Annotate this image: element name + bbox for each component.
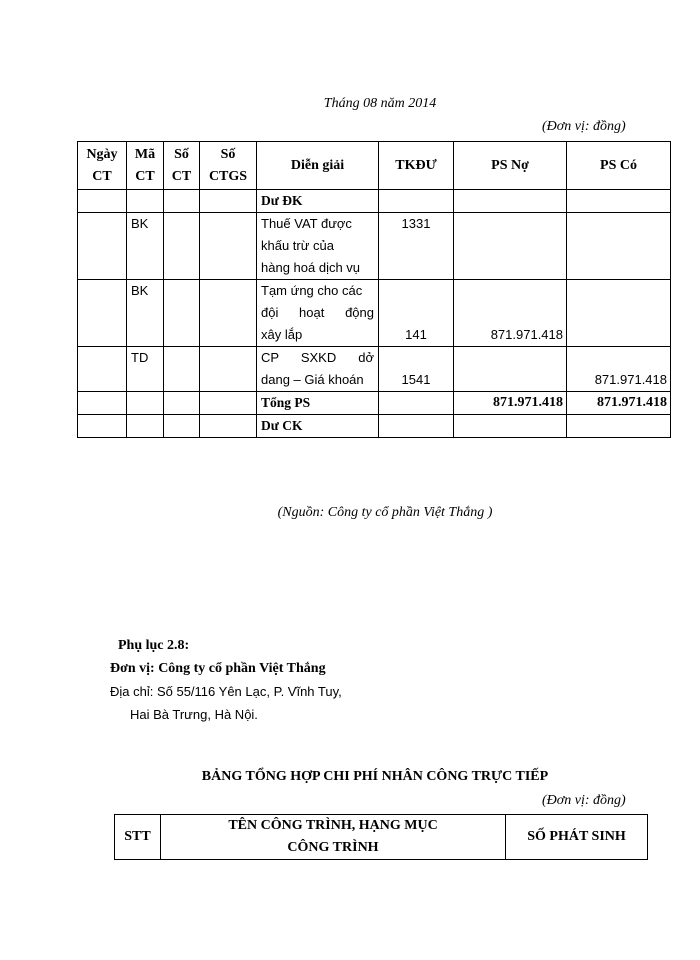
dien-giai-cell: CP SXKD dở dang – Giá khoán [257,347,379,392]
tkdu-cell: 141 [379,280,454,347]
total-ps-co: 871.971.418 [567,392,671,415]
header-stt: STT [115,815,161,860]
header-ngay-ct: Ngày CT [78,142,127,190]
ledger-header-row [78,142,671,190]
header-project-name: TÊN CÔNG TRÌNH, HẠNG MỤC CÔNG TRÌNH [161,815,506,860]
period-title: Tháng 08 năm 2014 [323,96,437,111]
ps-no-cell [454,347,567,392]
address-line-1: Địa chỉ: Số 55/116 Yên Lạc, P. Vĩnh Tuy, [110,684,342,699]
summary-table [114,814,648,860]
tkdu-cell: 1331 [379,213,454,280]
source-note: (Nguồn: Công ty cổ phần Việt Thắng ) [277,505,493,520]
header-ma-ct: Mã CT [127,142,164,190]
ps-co-cell [567,213,671,280]
summary-unit: (Đơn vị: đồng) [542,793,626,808]
ps-no-cell: 871.971.418 [454,280,567,347]
header-ps-no: PS Nợ [454,142,567,190]
ps-co-cell [567,280,671,347]
header-dien-giai: Diễn giải [257,142,379,190]
table-row [78,213,671,280]
total-row [78,392,671,415]
ledger-table [77,141,671,438]
total-label: Tổng PS [257,392,379,415]
header-ps-co: PS Có [567,142,671,190]
summary-header-row [115,815,648,860]
header-tkdu: TKĐƯ [379,142,454,190]
closing-balance-label: Dư CK [257,415,379,438]
ma-ct-cell: BK [127,213,164,280]
ledger-unit: (Đơn vị: đồng) [542,119,626,134]
dien-giai-cell: Tạm ứng cho các đội hoạt động xây lắp [257,280,379,347]
opening-balance-row [78,190,671,213]
header-amount: SỐ PHÁT SINH [506,815,648,860]
ma-ct-cell: TD [127,347,164,392]
ma-ct-cell: BK [127,280,164,347]
header-so-ct: Số CT [164,142,200,190]
ps-co-cell: 871.971.418 [567,347,671,392]
total-ps-no: 871.971.418 [454,392,567,415]
summary-table-title: BẢNG TỔNG HỢP CHI PHÍ NHÂN CÔNG TRỰC TIẾP [201,769,549,784]
appendix-unit-line: Đơn vị: Công ty cổ phần Việt Thắng [110,661,326,676]
ps-no-cell [454,213,567,280]
table-row [78,347,671,392]
table-row [78,280,671,347]
closing-balance-row [78,415,671,438]
header-so-ctgs: Số CTGS [200,142,257,190]
address-line-2: Hai Bà Trưng, Hà Nội. [130,707,258,722]
opening-balance-label: Dư ĐK [257,190,379,213]
dien-giai-cell: Thuế VAT được khấu trừ của hàng hoá dịch vụ [257,213,379,280]
appendix-title: Phụ lục 2.8: [118,638,190,653]
tkdu-cell: 1541 [379,347,454,392]
